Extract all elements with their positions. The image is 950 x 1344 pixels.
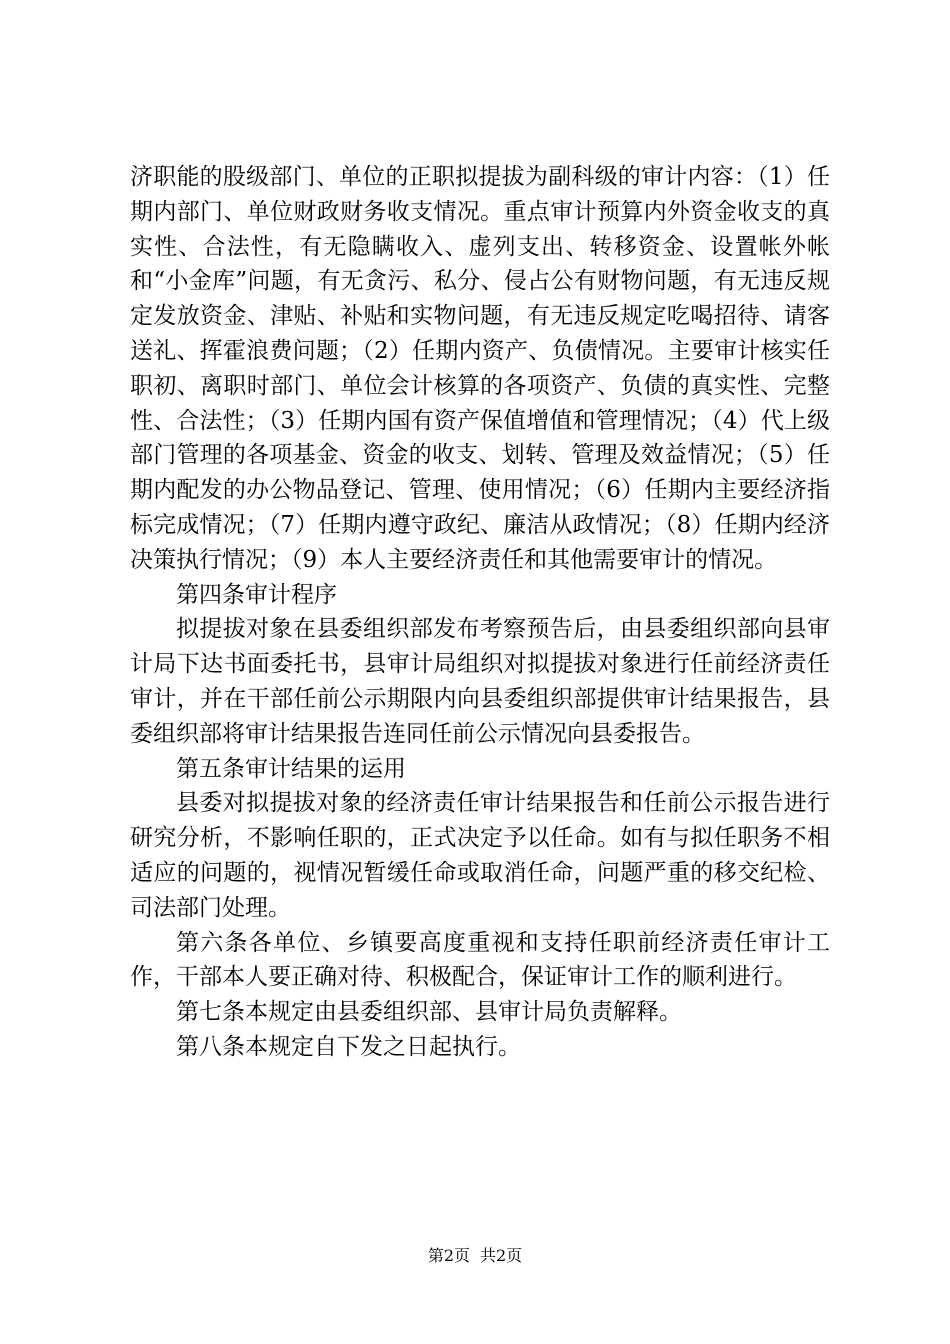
heading-article-4: 第四条审计程序 [176,581,337,608]
paragraph-audit-result-usage: 县委对拟提拔对象的经济责任审计结果报告和任前公示报告进行研究分析，不影响任职的，正式决定予以任命。如有与拟任职务不相适应的问题的，视情况暂缓任命或取消任命，问题严重的移交纪检、司法部门处理。 [130,790,830,921]
page-footer [0,1244,950,1268]
page-number-current: 第2页 [427,1246,470,1265]
paragraph-article-7: 第七条本规定由县委组织部、县审计局负责解释。 [176,999,682,1026]
paragraph-audit-procedure: 拟提拔对象在县委组织部发布考察预告后，由县委组织部向县审计局下达书面委托书，县审计局组织对拟提拔对象进行任前经济责任审计，并在干部任前公示期限内向县委组织部提供审计结果报告，县委组织部将审计结果报告连同任前公示情况向县委报告。 [130,616,830,747]
paragraph-audit-content: 济职能的股级部门、单位的正职拟提拔为副科级的审计内容：（1）任期内部门、单位财政财务收支情况。重点审计预算内外资金收支的真实性、合法性，有无隐瞒收入、虚列支出、转移资金、设置帐外帐和“小金库”问题，有无贪污、私分、侵占公有财物问题，有无违反规定发放资金、津贴、补贴和实物问题，有无违反规定吃喝招待、请客送礼、挥霍浪费问题；（2）任期内资产、负债情况。主要审计核实任职初、离职时部门、单位会计核算的各项资产、负债的真实性、完整性、合法性；（3）任期内国有资产保值增值和管理情况；（4）代上级部门管理的各项基金、资金的收支、划转、管理及效益情况；（5）任期内配发的办公物品登记、管理、使用情况；（6）任期内主要经济指标完成情况；（7）任期内遵守政纪、廉洁从政情况；（8）任期内经济决策执行情况；（9）本人主要经济责任和其他需要审计的情况。 [130,164,830,573]
heading-article-5: 第五条审计结果的运用 [176,755,406,782]
document-body [130,160,830,1065]
paragraph-article-8: 第八条本规定自下发之日起执行。 [176,1033,521,1060]
page-number-total: 共2页 [480,1246,523,1265]
paragraph-article-6: 第六条各单位、乡镇要高度重视和支持任职前经济责任审计工作，干部本人要正确对待、积极配合，保证审计工作的顺利进行。 [130,929,830,991]
